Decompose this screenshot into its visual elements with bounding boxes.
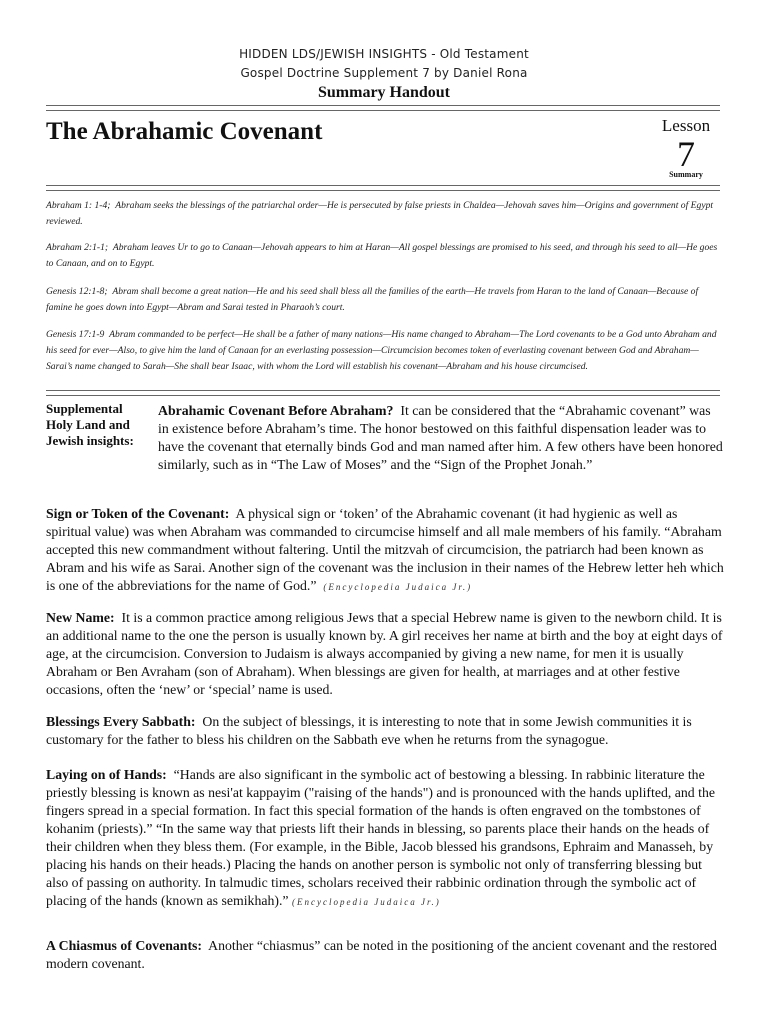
divider	[46, 185, 720, 191]
section-heading: Blessings Every Sabbath:	[46, 714, 196, 729]
page-title: The Abrahamic Covenant	[46, 118, 323, 145]
citation: (Encyclopedia Judaica Jr.)	[323, 582, 473, 592]
section-heading: A Chiasmus of Covenants:	[46, 938, 203, 953]
scripture-ref: Abraham 1: 1-4;	[46, 200, 111, 211]
handout-title: Summary Handout	[317, 84, 451, 101]
section-text: Another “chiasmus” can be noted in the positioning of the ancient covenant and the restored modern covenant.	[46, 938, 717, 971]
scripture-ref: Genesis 12:1-8;	[46, 286, 108, 297]
section-text: It is a common practice among religious Jews that a special Hebrew name is given to the newborn child. It is an additional name to the one the person is usually known by. A girl receives her name at birth and the boy at eight days of age, at the circumcision. Conversion to Judaism is always accompanied by giving a new name, for men it is usually Abraham or Ben Avraham (son of Abraham). When blessings are given for health, at marriages and at other festive occasions, often the ‘new’ or ‘special’ name is used.	[46, 610, 723, 697]
section-paragraph	[46, 713, 724, 749]
section-heading: Laying on of Hands:	[46, 767, 167, 782]
section-heading: Sign or Token of the Covenant:	[46, 506, 230, 521]
section-text: It can be considered that the “Abrahamic covenant” was in existence before Abraham’s time. The honor bestowed on this faithful dispensation leader was to have the covenant that eternally binds God and man named after him. A few others have been honored similarly, such as in “The Law of Moses” and the “Sign of the Prophet Jonah.”	[158, 403, 723, 472]
scripture-text: Abraham leaves Ur to go to Canaan—Jehovah appears to him at Haran—All gospel blessings are promised to his seed, and through his seed to all—He goes to Canaan, and on to Egypt.	[46, 242, 718, 269]
lesson-label: Lesson	[661, 116, 711, 135]
divider	[46, 105, 720, 111]
section-heading: New Name:	[46, 610, 115, 625]
section-paragraph	[158, 402, 724, 474]
section-paragraph	[46, 766, 724, 911]
lesson-number: 7	[677, 134, 695, 174]
scripture-text: Abram commanded to be perfect—He shall be a father of many nations—His name changed to Abraham—The Lord covenants to be a God unto Abraham and his seed for ever—Also, to give him the land of Canaan for an everlasting possession—Circumcision becomes token of everlasting covenant between God and Abraham—Sarai’s name changed to Sarah—She shall bear Isaac, with whom the Lord will establish his covenant—Abraham and his house circumcised.	[46, 329, 717, 372]
header-line-1: HIDDEN LDS/JEWISH INSIGHTS - Old Testament	[239, 47, 529, 61]
lesson-summary-label: Summary	[669, 170, 703, 179]
header-line-2: Gospel Doctrine Supplement 7 by Daniel Rona	[240, 66, 528, 80]
scripture-text: Abram shall become a great nation—He and his seed shall bless all the families of the earth—He travels from Haran to the land of Canaan—Because of famine he goes down into Egypt—Abram and Sarai tested in Pharaoh’s court.	[46, 286, 699, 313]
section-paragraph	[46, 505, 724, 596]
scripture-block	[46, 198, 722, 230]
section-text: “Hands are also significant in the symbolic act of bestowing a blessing. In rabbinic literature the priestly blessing is known as nesi'at kappayim ("raising of the hands") and is pronounced with the hands uplifted, and the fingers spread in a special formation. In fact this special formation of the hands is often engraved on the tombstones of kohanim (priests).” “In the same way that priests lift their hands in blessing, so parents place their hands on the heads of their children when they bless them. (For example, in the Bible, Jacob blessed his grandsons, Ephraim and Manasseh, by placing his hands on their heads.) Placing the hands on another person is symbolic not only of transferring blessing but also of passing on authority. In talmudic times, scholars received their rabbinic ordination through the symbolic act of placing of the hands (known as semikhah).”	[46, 767, 715, 908]
scripture-ref: Abraham 2:1-1;	[46, 242, 109, 253]
supplemental-label: Supplemental Holy Land and Jewish insights:	[46, 401, 134, 448]
section-heading: Abrahamic Covenant Before Abraham?	[158, 403, 394, 418]
scripture-block	[46, 327, 722, 375]
section-paragraph	[46, 937, 724, 973]
divider	[46, 390, 720, 396]
section-paragraph	[46, 609, 724, 699]
scripture-text: Abraham seeks the blessings of the patriarchal order—He is persecuted by false priests in Chaldea—Jehovah saves him—Origins and government of Egypt reviewed.	[46, 200, 714, 227]
scripture-block	[46, 240, 722, 272]
scripture-block	[46, 284, 722, 316]
scripture-ref: Genesis 17:1-9	[46, 329, 105, 340]
section-text: On the subject of blessings, it is interesting to note that in some Jewish communities it is customary for the father to bless his children on the Sabbath eve when he returns from the synagogue.	[46, 714, 692, 747]
citation: (Encyclopedia Judaica Jr.)	[291, 897, 441, 907]
section-text: A physical sign or ‘token’ of the Abrahamic covenant (it had hygienic as well as spiritual value) was when Abraham was commanded to circumcise himself and all male members of his family. “Abraham accepted this new commandment without faltering. Until the mitzvah of circumcision, the patriarch had been known as Abram and his wife as Sarai. Another sign of the covenant was the inclusion in their names of the Hebrew letter heh which is one of the abbreviations for the name of God.”	[46, 506, 724, 593]
